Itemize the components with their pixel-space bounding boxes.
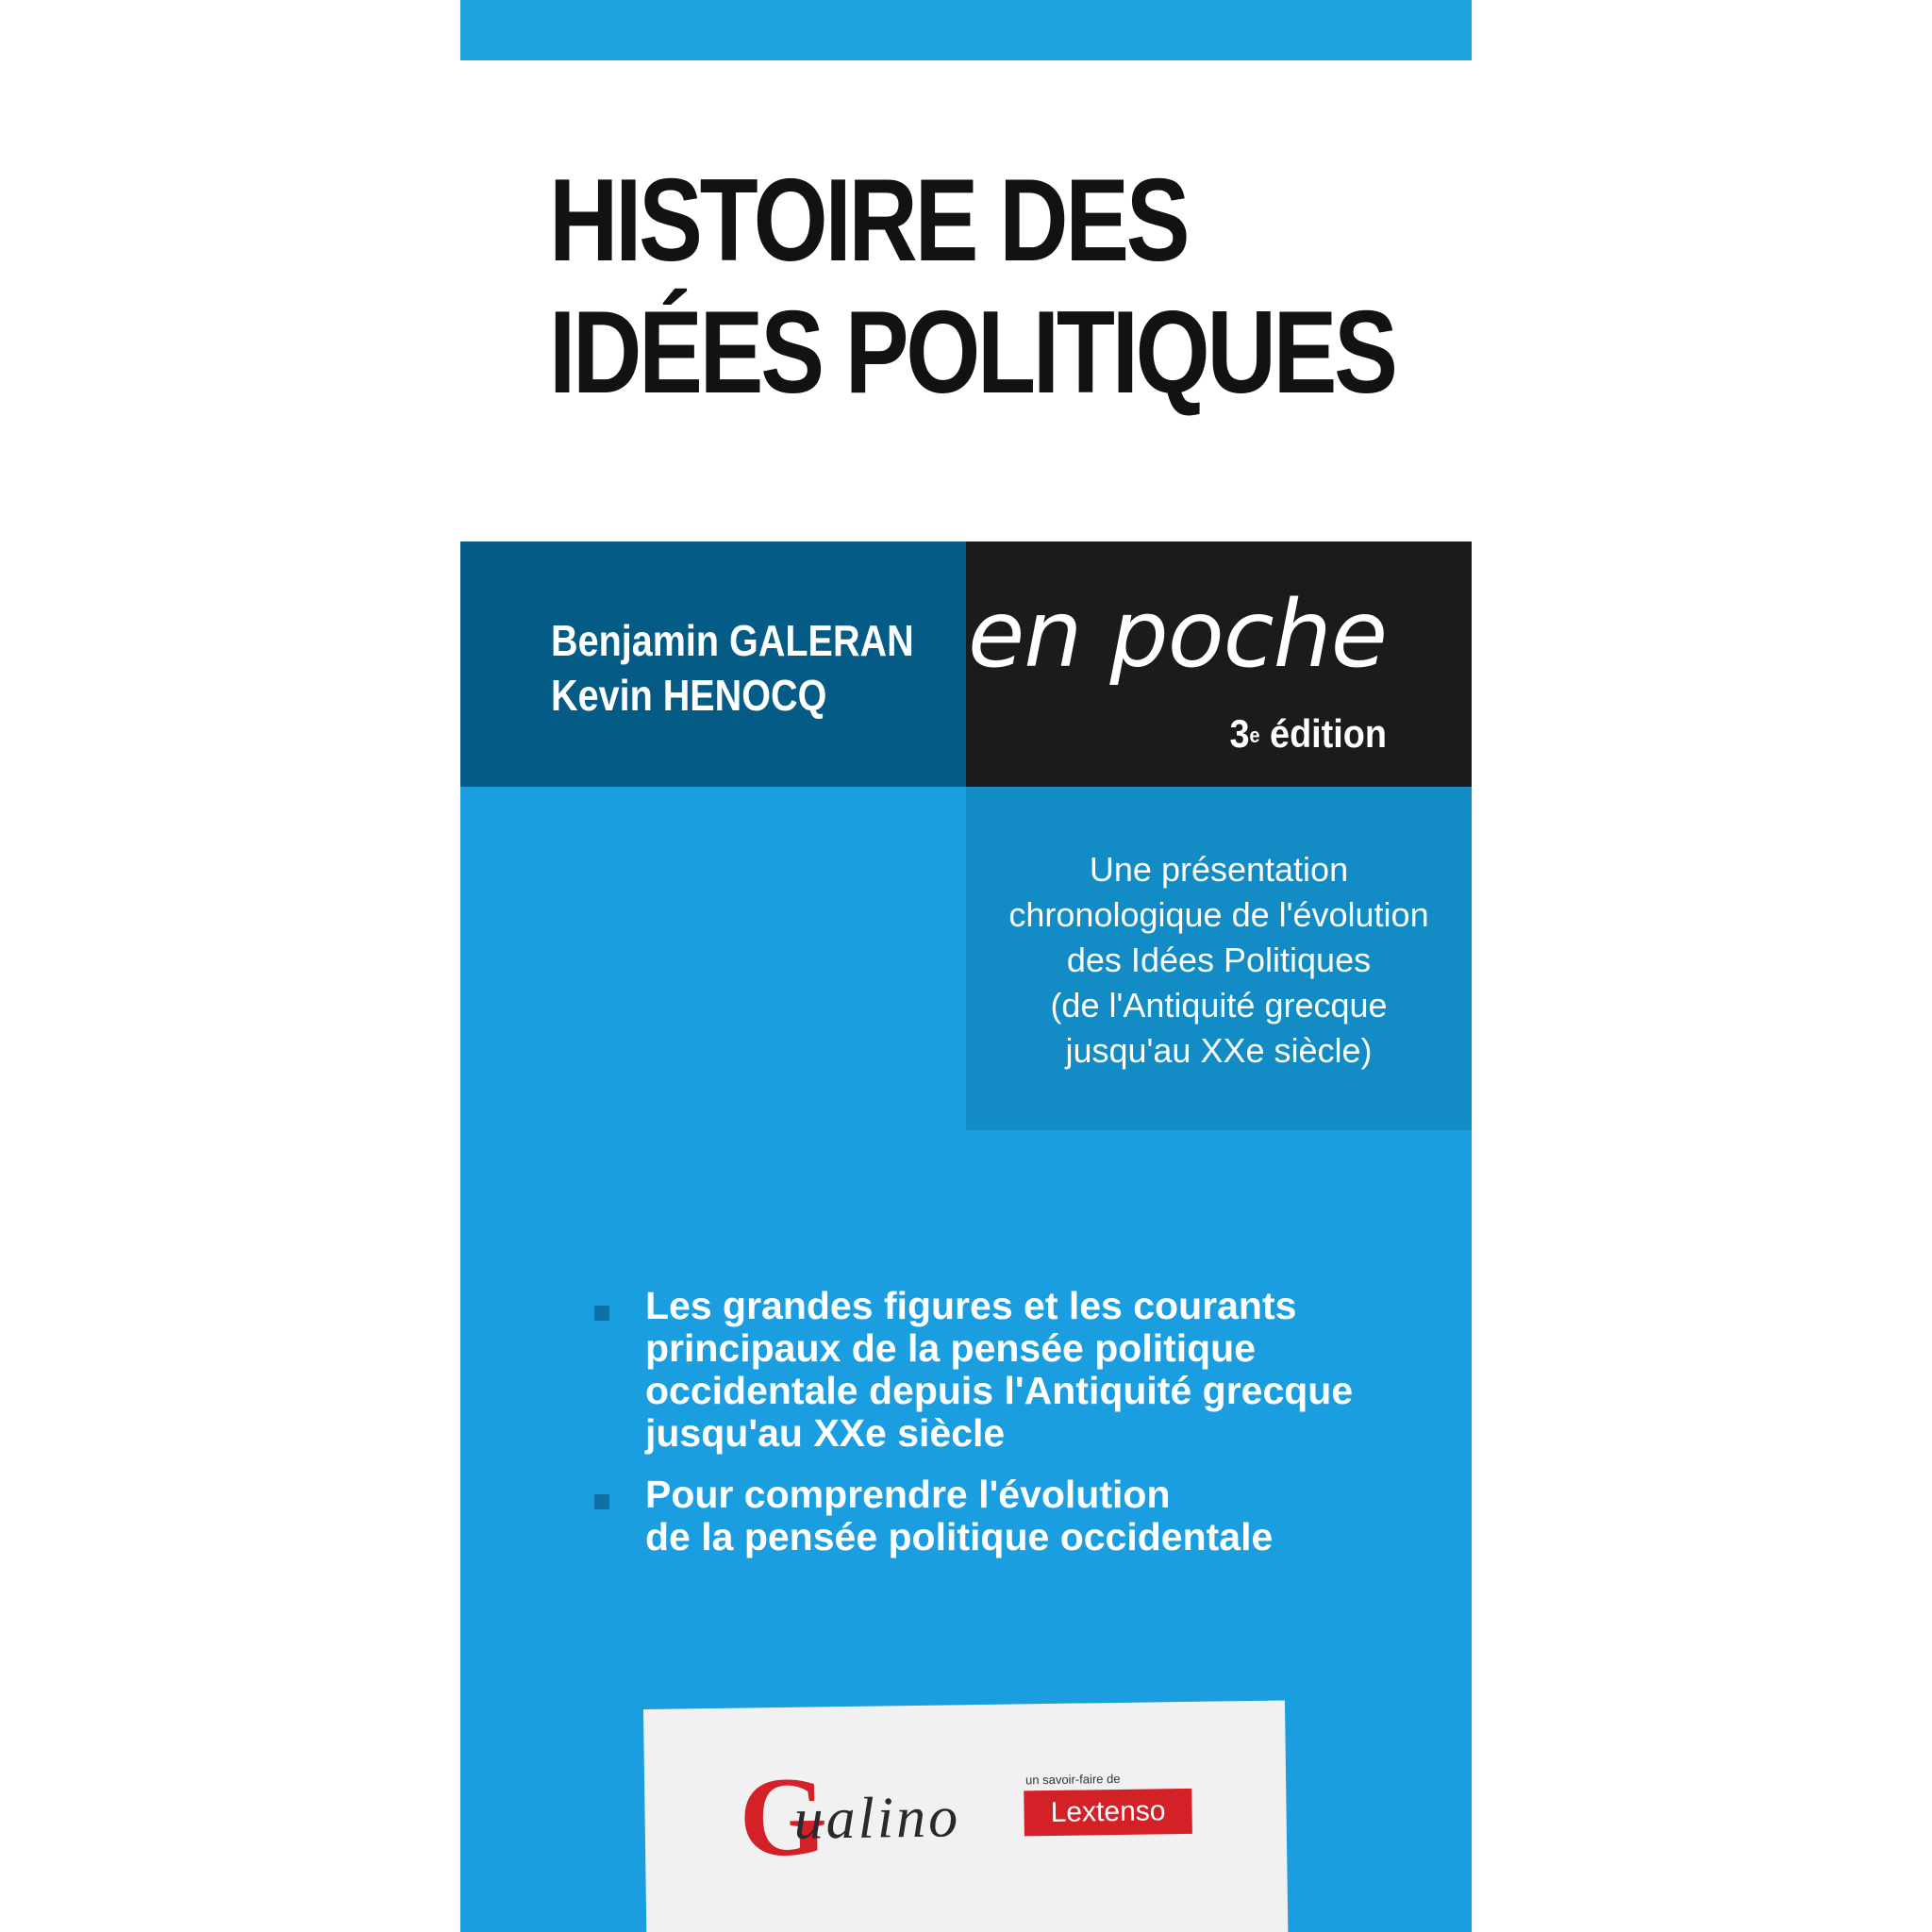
title-area [460,60,1472,541]
bullet-line: jusqu'au XXe siècle [645,1411,1006,1455]
series-band [966,541,1472,787]
title-line: HISTOIRE DES [549,156,1188,286]
description-line: Une présentation [1089,850,1349,889]
edition-number: 3 [1229,711,1250,756]
square-bullet-icon [594,1494,609,1509]
description-line: des Idées Politiques [1066,941,1372,979]
publisher-logo-initial: G [738,1753,828,1880]
publisher-tagline: un savoir-faire de [1024,1771,1121,1788]
edition-word: édition [1259,711,1387,756]
bullet-list [589,1285,1353,1577]
top-color-strip [460,0,1472,60]
bullet-item [589,1474,1353,1558]
author-list [551,613,914,723]
bullet-item [589,1285,1353,1455]
publisher-logo [738,1753,1024,1880]
book-title [549,155,1395,419]
description-line: (de l'Antiquité grecque [1050,986,1388,1024]
description-text [966,847,1472,1074]
bullet-line: principaux de la pensée politique [645,1326,1257,1370]
square-bullet-icon [594,1306,609,1321]
bullet-text [645,1285,1353,1455]
bullet-line: Les grandes figures et les courants [645,1284,1297,1327]
description-band [966,787,1472,1130]
author-name: Benjamin GALERAN [551,616,914,665]
bullet-line: Pour comprendre l'évolution [645,1473,1171,1516]
authors-band [460,541,966,787]
edition-label [1230,711,1387,757]
description-line: jusqu'au XXe siècle) [1065,1031,1373,1070]
title-line: IDÉES POLITIQUES [549,288,1395,418]
edition-suffix: e [1249,724,1260,747]
bullet-line: de la pensée politique occidentale [645,1515,1274,1558]
author-name: Kevin HENOCQ [551,671,827,720]
bullet-line: occidentale depuis l'Antiquité grecque [645,1369,1354,1412]
series-name: en poche [967,581,1387,689]
publisher-brand-badge: Lextenso [1024,1789,1192,1836]
publisher-card [643,1701,1289,1932]
description-line: chronologique de l'évolution [1008,895,1429,934]
publisher-logo-text: ualino [793,1785,961,1852]
bullet-text [645,1474,1353,1558]
book-cover [460,0,1472,1932]
